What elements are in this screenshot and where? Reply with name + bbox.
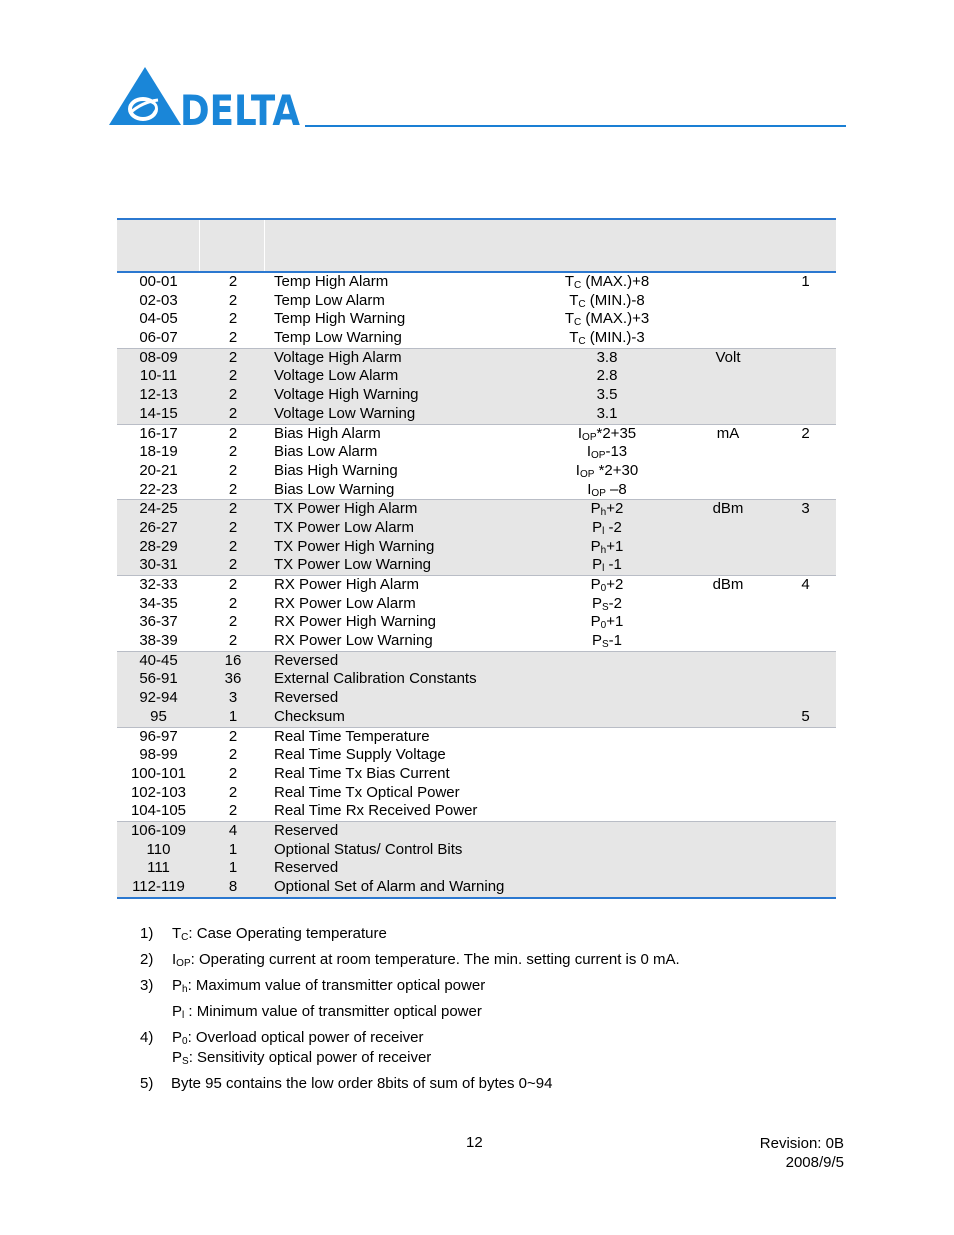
name-cell: Temp Low Warning xyxy=(274,329,402,347)
value-symbol: T xyxy=(569,329,579,347)
table-row-group xyxy=(117,728,836,822)
footnote-text xyxy=(172,1002,482,1022)
bytes-cell: 1 xyxy=(228,859,238,877)
footnote-description: Byte 95 contains the low order 8bits of sum of bytes 0~94 xyxy=(171,1075,553,1092)
value-subscript: l xyxy=(602,525,605,537)
name-cell: Temp High Warning xyxy=(274,310,406,328)
value-cell xyxy=(507,519,707,538)
bytes-cell: 2 xyxy=(228,386,238,404)
table-row xyxy=(117,462,836,481)
unit-cell: Volt xyxy=(715,348,741,366)
address-cell: 38-39 xyxy=(139,632,178,650)
name-cell: Bias Low Alarm xyxy=(274,443,378,461)
value-cell xyxy=(507,405,707,424)
footnote-subscript: OP xyxy=(176,958,191,969)
value-text: (MAX.)+8 xyxy=(581,273,650,290)
footnote-text xyxy=(171,1074,552,1094)
value-symbol: T xyxy=(564,273,574,290)
bytes-cell: 2 xyxy=(228,500,238,518)
address-cell: 22-23 xyxy=(139,480,178,498)
table-row xyxy=(117,538,836,557)
address-cell: 08-09 xyxy=(139,348,178,366)
name-cell: Reversed xyxy=(274,689,339,707)
value-subscript: S xyxy=(602,639,609,651)
value-text: +1 xyxy=(606,613,624,631)
name-cell: Optional Set of Alarm and Warning xyxy=(274,878,505,895)
value-text: –8 xyxy=(605,480,627,498)
value-cell xyxy=(507,462,707,481)
footnote-number: 3) xyxy=(140,977,154,994)
footnote-description: : Overload optical power of receiver xyxy=(187,1029,424,1046)
value-text: *2+30 xyxy=(594,461,639,479)
address-cell: 96-97 xyxy=(139,727,178,745)
value-cell xyxy=(507,556,707,575)
footnote-symbol: P xyxy=(172,1029,183,1046)
address-cell: 06-07 xyxy=(139,329,178,347)
bytes-cell: 2 xyxy=(228,443,238,461)
value-cell xyxy=(507,632,707,651)
name-cell: Bias High Alarm xyxy=(274,424,381,442)
unit-cell: mA xyxy=(716,424,740,442)
note-ref-cell: 2 xyxy=(801,424,810,442)
footnote-item xyxy=(140,950,840,970)
address-cell: 111 xyxy=(147,859,170,877)
name-cell: Reversed xyxy=(274,651,339,669)
value-cell xyxy=(507,310,707,329)
table-row-group xyxy=(117,822,836,899)
value-text: 2.8 xyxy=(596,367,618,385)
value-cell xyxy=(507,595,707,614)
name-cell: Real Time Temperature xyxy=(274,727,430,745)
name-cell: RX Power High Alarm xyxy=(274,576,420,593)
value-text: (MIN.)-8 xyxy=(585,291,645,309)
footnote-subscript: C xyxy=(181,932,189,943)
footnote-symbol: P xyxy=(172,1003,183,1020)
table-row xyxy=(117,500,836,519)
footnote-description: : Case Operating temperature xyxy=(188,925,387,942)
table-row-group xyxy=(117,652,836,728)
value-subscript: C xyxy=(578,336,586,348)
bytes-cell: 2 xyxy=(228,632,238,650)
address-cell: 12-13 xyxy=(139,386,178,404)
address-cell: 110 xyxy=(146,840,171,858)
bytes-cell: 2 xyxy=(228,404,238,422)
bytes-cell: 1 xyxy=(228,707,238,725)
name-cell: Real Time Tx Optical Power xyxy=(274,783,460,801)
value-subscript: C xyxy=(574,317,582,329)
address-cell: 36-37 xyxy=(139,613,178,631)
address-cell: 04-05 xyxy=(139,310,178,328)
value-subscript: S xyxy=(602,601,609,613)
bytes-cell: 2 xyxy=(228,329,238,347)
table-row xyxy=(117,595,836,614)
revision-label: Revision: 0B xyxy=(759,1135,844,1152)
note-ref-cell: 1 xyxy=(801,273,810,290)
table-row xyxy=(117,443,836,462)
name-cell: Reserved xyxy=(274,821,339,839)
unit-cell: dBm xyxy=(712,500,744,518)
footnote-description: : Operating current at room temperature. The min. setting current is 0 mA. xyxy=(190,951,680,968)
name-cell: Real Time Rx Received Power xyxy=(274,802,478,820)
bytes-cell: 4 xyxy=(228,821,238,839)
value-cell xyxy=(507,367,707,386)
name-cell: Checksum xyxy=(274,707,345,725)
footnote-symbol: P xyxy=(172,1049,183,1066)
bytes-cell: 1 xyxy=(228,840,238,858)
value-text: -2 xyxy=(604,518,622,536)
bytes-cell: 2 xyxy=(228,461,238,479)
bytes-cell: 2 xyxy=(228,764,238,782)
value-text: 3.8 xyxy=(596,348,618,366)
value-cell xyxy=(507,538,707,557)
header-rule xyxy=(305,125,846,127)
value-symbol: P xyxy=(592,518,603,536)
value-cell xyxy=(507,386,707,405)
value-cell xyxy=(507,576,707,595)
name-cell: TX Power Low Alarm xyxy=(274,518,415,536)
footnote-item xyxy=(140,924,840,944)
footnote-text xyxy=(172,1048,431,1068)
name-cell: RX Power Low Alarm xyxy=(274,594,416,612)
value-text: +2 xyxy=(606,576,624,593)
footnote-text xyxy=(172,976,485,996)
footnote-item xyxy=(140,1002,840,1022)
value-symbol: P xyxy=(590,500,601,518)
bytes-cell: 2 xyxy=(228,348,238,366)
bytes-cell: 2 xyxy=(228,613,238,631)
footnote-number: 5) xyxy=(140,1075,154,1092)
name-cell: TX Power Low Warning xyxy=(274,556,432,574)
name-cell: Temp Low Alarm xyxy=(274,291,385,309)
address-cell: 20-21 xyxy=(139,461,178,479)
name-cell: Real Time Tx Bias Current xyxy=(274,764,450,782)
table-body xyxy=(117,273,836,899)
footnote-text xyxy=(172,1028,424,1048)
address-cell: 92-94 xyxy=(139,689,178,707)
footnote-item xyxy=(140,1048,840,1068)
value-text: -1 xyxy=(604,556,622,574)
value-subscript: OP xyxy=(579,468,595,480)
name-cell: Voltage Low Warning xyxy=(274,404,416,422)
value-cell xyxy=(507,329,707,348)
value-text: *2+35 xyxy=(596,424,637,442)
table-row-group xyxy=(117,425,836,501)
table-row xyxy=(117,822,836,841)
bytes-cell: 2 xyxy=(228,518,238,536)
value-subscript: C xyxy=(578,298,586,310)
value-subscript: OP xyxy=(582,431,597,443)
bytes-cell: 2 xyxy=(228,480,238,498)
footnote-item xyxy=(140,976,840,996)
table-row xyxy=(117,349,836,368)
value-symbol: P xyxy=(590,576,601,593)
table-row-group xyxy=(117,576,836,652)
value-symbol: P xyxy=(592,556,603,574)
footnote-item xyxy=(140,1028,840,1048)
table-row xyxy=(117,652,836,671)
name-cell: RX Power Low Warning xyxy=(274,632,433,650)
value-symbol: I xyxy=(575,461,580,479)
footnote-subscript: S xyxy=(182,1056,189,1067)
value-symbol: I xyxy=(577,424,583,442)
address-cell: 30-31 xyxy=(139,556,178,574)
table-row xyxy=(117,765,836,784)
address-cell: 26-27 xyxy=(139,518,178,536)
name-cell: Bias High Warning xyxy=(274,461,398,479)
footnote-subscript: l xyxy=(182,1010,185,1021)
value-text: -1 xyxy=(608,632,623,650)
note-ref-cell: 3 xyxy=(801,500,810,518)
value-cell xyxy=(507,481,707,500)
bytes-cell: 2 xyxy=(228,537,238,555)
note-ref-cell: 5 xyxy=(801,707,810,725)
address-cell: 00-01 xyxy=(139,273,178,290)
revision-info xyxy=(760,1134,844,1172)
value-subscript: 0 xyxy=(600,583,607,594)
address-cell: 100-101 xyxy=(130,764,187,782)
footnote-symbol: I xyxy=(172,951,177,968)
value-text: (MAX.)+3 xyxy=(581,310,650,328)
address-cell: 112-119 xyxy=(132,878,185,895)
name-cell: Voltage Low Alarm xyxy=(274,367,399,385)
name-cell: Reserved xyxy=(274,859,339,877)
value-symbol: I xyxy=(586,443,592,461)
footnote-subscript: h xyxy=(182,984,188,995)
bytes-cell: 2 xyxy=(228,291,238,309)
delta-logo xyxy=(108,64,303,135)
bytes-cell: 36 xyxy=(224,670,242,688)
value-subscript: OP xyxy=(591,487,606,499)
footnote-description: : Sensitivity optical power of receiver xyxy=(188,1049,432,1066)
bytes-cell: 3 xyxy=(228,689,238,707)
name-cell: TX Power High Warning xyxy=(274,537,435,555)
address-cell: 95 xyxy=(150,707,167,725)
bytes-cell: 2 xyxy=(228,802,238,820)
table-row xyxy=(117,746,836,765)
value-subscript: h xyxy=(600,507,607,519)
table-row xyxy=(117,859,836,878)
value-symbol: T xyxy=(564,310,574,328)
name-cell: TX Power High Alarm xyxy=(274,500,418,518)
bytes-cell: 2 xyxy=(228,746,238,764)
table-row xyxy=(117,273,836,292)
value-text: 3.1 xyxy=(596,404,618,422)
bytes-cell: 2 xyxy=(228,424,238,442)
table-row xyxy=(117,386,836,405)
footnote-subscript: 0 xyxy=(182,1036,188,1047)
name-cell: RX Power High Warning xyxy=(274,613,437,631)
footnote-symbol: T xyxy=(172,925,182,942)
bytes-cell: 2 xyxy=(228,727,238,745)
value-symbol: P xyxy=(590,613,601,631)
value-symbol: T xyxy=(569,291,579,309)
value-text: +1 xyxy=(606,537,624,555)
address-cell: 40-45 xyxy=(139,651,178,669)
value-symbol: P xyxy=(591,594,602,612)
value-subscript: C xyxy=(574,280,582,291)
value-cell xyxy=(507,425,707,444)
name-cell: Bias Low Warning xyxy=(274,480,395,498)
footnote-text xyxy=(172,924,387,944)
bytes-cell: 2 xyxy=(228,310,238,328)
table-row xyxy=(117,878,836,897)
value-symbol: I xyxy=(587,480,592,498)
value-symbol: P xyxy=(590,537,601,555)
table-row xyxy=(117,425,836,444)
table-row xyxy=(117,329,836,348)
table-row xyxy=(117,519,836,538)
footnote-text xyxy=(172,950,680,970)
value-subscript: l xyxy=(602,563,605,575)
address-cell: 16-17 xyxy=(139,424,178,442)
memory-map-table xyxy=(117,218,836,899)
name-cell: Optional Status/ Control Bits xyxy=(274,840,463,858)
address-cell: 34-35 xyxy=(139,594,178,612)
bytes-cell: 2 xyxy=(228,273,238,290)
page-number: 12 xyxy=(466,1134,483,1151)
table-row xyxy=(117,841,836,860)
bytes-cell: 2 xyxy=(228,576,238,593)
table-row xyxy=(117,632,836,651)
address-cell: 104-105 xyxy=(130,802,187,820)
bytes-cell: 2 xyxy=(228,367,238,385)
table-row xyxy=(117,405,836,424)
table-row xyxy=(117,802,836,821)
address-cell: 28-29 xyxy=(139,537,178,555)
bytes-cell: 2 xyxy=(228,783,238,801)
value-cell xyxy=(507,292,707,311)
name-cell: External Calibration Constants xyxy=(274,670,477,688)
table-row xyxy=(117,670,836,689)
value-cell xyxy=(507,273,707,292)
value-text: (MIN.)-3 xyxy=(585,329,645,347)
footnotes xyxy=(140,924,840,1094)
value-text: 3.5 xyxy=(596,386,618,404)
revision-date: 2008/9/5 xyxy=(785,1154,844,1171)
address-cell: 14-15 xyxy=(139,404,178,422)
value-subscript: 0 xyxy=(600,620,607,632)
value-subscript: h xyxy=(600,544,607,556)
address-cell: 98-99 xyxy=(139,746,178,764)
footnote-item xyxy=(140,1074,840,1094)
table-row xyxy=(117,784,836,803)
table-row xyxy=(117,292,836,311)
footnote-number: 2) xyxy=(140,951,154,968)
address-cell: 10-11 xyxy=(139,367,178,385)
name-cell: Voltage High Alarm xyxy=(274,348,402,366)
table-row xyxy=(117,556,836,575)
name-cell: Temp High Alarm xyxy=(274,273,389,290)
value-text: +2 xyxy=(606,500,624,518)
table-row xyxy=(117,481,836,500)
table-header xyxy=(117,218,836,273)
table-row xyxy=(117,576,836,595)
address-cell: 56-91 xyxy=(139,670,178,688)
address-cell: 106-109 xyxy=(130,821,187,839)
footnote-description: : Maximum value of transmitter optical power xyxy=(187,977,486,994)
table-row-group xyxy=(117,273,836,349)
table-row xyxy=(117,708,836,727)
table-row xyxy=(117,689,836,708)
value-cell xyxy=(507,443,707,462)
name-cell: Voltage High Warning xyxy=(274,386,419,404)
table-row-group xyxy=(117,349,836,425)
address-cell: 102-103 xyxy=(130,783,187,801)
address-cell: 02-03 xyxy=(139,291,178,309)
footnote-description: : Minimum value of transmitter optical power xyxy=(184,1003,482,1020)
table-row xyxy=(117,310,836,329)
address-cell: 18-19 xyxy=(139,443,178,461)
bytes-cell: 2 xyxy=(228,556,238,574)
footnote-number: 4) xyxy=(140,1029,154,1046)
note-ref-cell: 4 xyxy=(801,576,810,593)
table-row xyxy=(117,367,836,386)
svg-text:DELTA: DELTA xyxy=(180,86,301,135)
unit-cell: dBm xyxy=(712,576,744,593)
bytes-cell: 16 xyxy=(224,651,242,669)
value-cell xyxy=(507,500,707,519)
value-cell xyxy=(507,613,707,632)
address-cell: 24-25 xyxy=(139,500,178,518)
table-row xyxy=(117,728,836,747)
table-row-group xyxy=(117,500,836,576)
value-cell xyxy=(507,349,707,368)
address-cell: 32-33 xyxy=(139,576,178,593)
table-row xyxy=(117,613,836,632)
bytes-cell: 8 xyxy=(228,878,238,895)
bytes-cell: 2 xyxy=(228,594,238,612)
value-subscript: OP xyxy=(591,450,606,462)
value-symbol: P xyxy=(591,632,602,650)
footnote-symbol: P xyxy=(172,977,183,994)
value-text: -2 xyxy=(608,594,623,612)
name-cell: Real Time Supply Voltage xyxy=(274,746,446,764)
footnote-number: 1) xyxy=(140,925,154,942)
value-text: -13 xyxy=(605,443,628,461)
